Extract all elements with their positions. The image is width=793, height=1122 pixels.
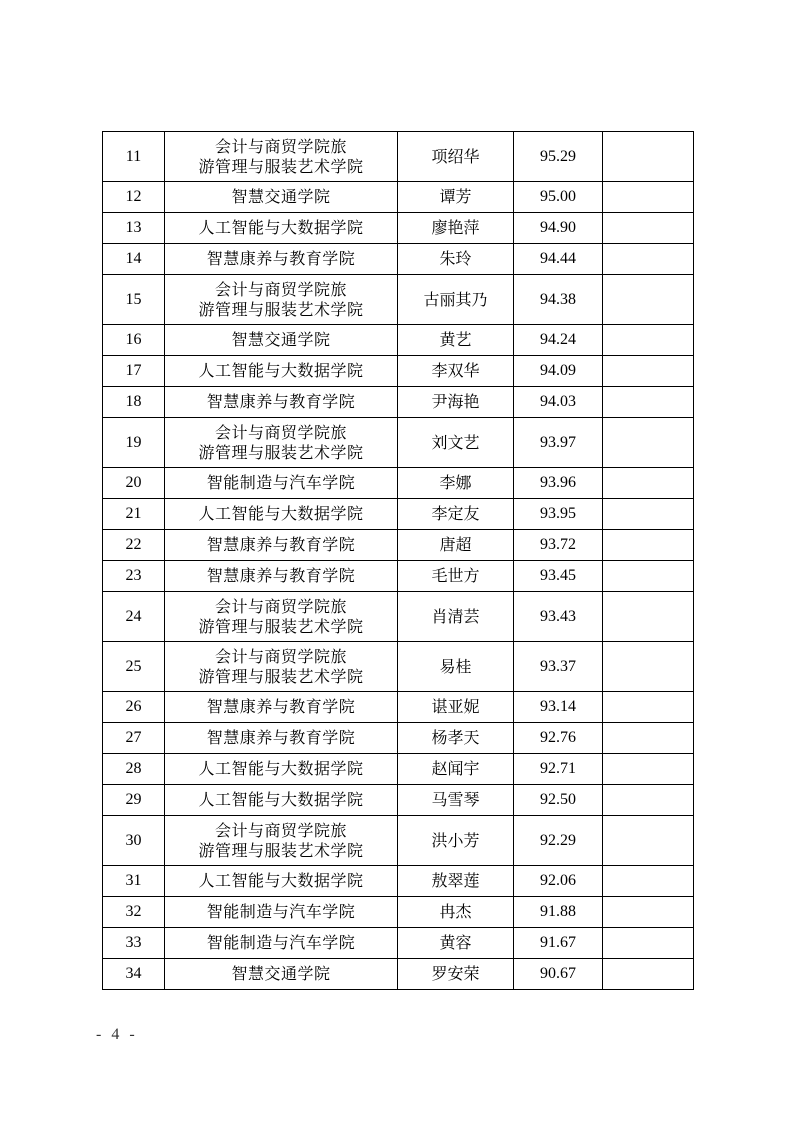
cell-name-text: 古丽其乃 — [423, 289, 488, 309]
cell-name-text: 李双华 — [431, 361, 480, 380]
cell-college-text: 会计与商贸学院旅 游管理与服装艺术学院 — [198, 596, 364, 636]
cell-note — [603, 387, 694, 418]
cell-number — [103, 418, 165, 468]
cell-number — [103, 182, 165, 213]
cell-college — [165, 387, 398, 418]
cell-score-text: 91.67 — [540, 934, 576, 951]
table-row — [103, 928, 694, 959]
cell-number-text: 14 — [125, 250, 142, 267]
cell-note — [603, 244, 694, 275]
table-row — [103, 356, 694, 387]
cell-college-text: 会计与商贸学院旅 游管理与服装艺术学院 — [198, 820, 364, 860]
cell-number — [103, 692, 165, 723]
cell-number — [103, 530, 165, 561]
cell-name — [398, 592, 514, 642]
cell-name — [398, 928, 514, 959]
cell-score-text: 92.50 — [540, 791, 576, 808]
cell-name-text: 冉杰 — [439, 902, 472, 921]
cell-note — [603, 692, 694, 723]
cell-college-text: 人工智能与大数据学院 — [198, 790, 364, 809]
table-row — [103, 723, 694, 754]
cell-college-text: 智慧康养与教育学院 — [206, 535, 356, 554]
table-row — [103, 530, 694, 561]
cell-note — [603, 592, 694, 642]
cell-note — [603, 959, 694, 990]
cell-score-text: 94.38 — [540, 290, 576, 308]
cell-name-text: 廖艳萍 — [431, 218, 480, 237]
cell-note — [603, 356, 694, 387]
cell-score — [514, 592, 603, 642]
cell-number — [103, 132, 165, 182]
cell-number — [103, 468, 165, 499]
table-row — [103, 816, 694, 866]
cell-note — [603, 897, 694, 928]
cell-number — [103, 244, 165, 275]
cell-number — [103, 928, 165, 959]
cell-number-text: 34 — [125, 965, 142, 982]
cell-number-text: 16 — [125, 331, 142, 348]
cell-number — [103, 499, 165, 530]
cell-college — [165, 959, 398, 990]
table-row — [103, 785, 694, 816]
cell-college — [165, 132, 398, 182]
cell-college-text: 智慧康养与教育学院 — [206, 728, 356, 747]
cell-college — [165, 275, 398, 325]
cell-college — [165, 530, 398, 561]
cell-score-text: 93.95 — [540, 505, 576, 522]
cell-name — [398, 959, 514, 990]
cell-number-text: 29 — [125, 791, 142, 808]
cell-college-text: 智慧交通学院 — [231, 964, 331, 983]
cell-college-text: 智慧交通学院 — [231, 330, 331, 349]
cell-number-text: 18 — [125, 393, 142, 410]
table-row — [103, 182, 694, 213]
table-row — [103, 387, 694, 418]
cell-score-text: 93.96 — [540, 474, 576, 491]
cell-score — [514, 132, 603, 182]
cell-name-text: 李定友 — [431, 504, 480, 523]
cell-name — [398, 692, 514, 723]
cell-college-text: 会计与商贸学院旅 游管理与服装艺术学院 — [198, 136, 364, 176]
cell-score-text: 93.97 — [540, 433, 576, 451]
cell-number-text: 33 — [125, 934, 142, 951]
cell-college-text: 人工智能与大数据学院 — [198, 361, 364, 380]
table-row — [103, 897, 694, 928]
cell-note — [603, 499, 694, 530]
cell-number — [103, 723, 165, 754]
cell-college-text: 智能制造与汽车学院 — [206, 933, 356, 952]
cell-college-text: 智慧康养与教育学院 — [206, 566, 356, 585]
cell-note — [603, 418, 694, 468]
cell-score-text: 95.29 — [540, 147, 576, 165]
cell-note — [603, 866, 694, 897]
cell-score-text: 94.44 — [540, 250, 576, 267]
cell-college — [165, 816, 398, 866]
cell-college-text: 人工智能与大数据学院 — [198, 759, 364, 778]
cell-score — [514, 816, 603, 866]
cell-name — [398, 866, 514, 897]
cell-college — [165, 692, 398, 723]
cell-number — [103, 785, 165, 816]
table-row — [103, 499, 694, 530]
cell-score-text: 94.03 — [540, 393, 576, 410]
cell-score — [514, 754, 603, 785]
cell-score-text: 93.45 — [540, 567, 576, 584]
cell-college — [165, 182, 398, 213]
cell-number-text: 19 — [125, 433, 142, 451]
cell-name-text: 尹海艳 — [431, 392, 480, 411]
cell-name-text: 李娜 — [439, 473, 472, 492]
cell-number — [103, 642, 165, 692]
cell-score-text: 93.43 — [540, 607, 576, 625]
cell-score-text: 93.37 — [540, 657, 576, 675]
cell-note — [603, 723, 694, 754]
cell-note — [603, 325, 694, 356]
cell-name-text: 易桂 — [439, 656, 472, 676]
cell-college — [165, 468, 398, 499]
cell-name — [398, 499, 514, 530]
cell-number — [103, 959, 165, 990]
cell-number-text: 26 — [125, 698, 142, 715]
table-row — [103, 468, 694, 499]
cell-college — [165, 785, 398, 816]
cell-name — [398, 897, 514, 928]
cell-name — [398, 418, 514, 468]
cell-score-text: 94.09 — [540, 362, 576, 379]
cell-college-text: 智慧康养与教育学院 — [206, 697, 356, 716]
cell-college-text: 人工智能与大数据学院 — [198, 218, 364, 237]
cell-note — [603, 468, 694, 499]
cell-college — [165, 866, 398, 897]
cell-name — [398, 530, 514, 561]
table-row — [103, 561, 694, 592]
cell-number — [103, 866, 165, 897]
cell-name — [398, 642, 514, 692]
cell-score-text: 92.76 — [540, 729, 576, 746]
cell-number-text: 25 — [125, 657, 142, 675]
cell-name-text: 黄艺 — [439, 330, 472, 349]
cell-score — [514, 561, 603, 592]
cell-name-text: 肖清芸 — [431, 606, 480, 626]
cell-score — [514, 182, 603, 213]
cell-score-text: 90.67 — [540, 965, 576, 982]
cell-number — [103, 816, 165, 866]
cell-score — [514, 418, 603, 468]
cell-college — [165, 592, 398, 642]
cell-number-text: 30 — [125, 831, 142, 849]
cell-number — [103, 592, 165, 642]
table-row — [103, 132, 694, 182]
cell-score — [514, 244, 603, 275]
cell-note — [603, 213, 694, 244]
cell-note — [603, 530, 694, 561]
cell-college-text: 智慧交通学院 — [231, 187, 331, 206]
cell-note — [603, 182, 694, 213]
table-row — [103, 275, 694, 325]
cell-name — [398, 754, 514, 785]
table-row — [103, 692, 694, 723]
cell-score-text: 92.71 — [540, 760, 576, 777]
cell-note — [603, 561, 694, 592]
cell-name-text: 朱玲 — [439, 249, 472, 268]
cell-name-text: 唐超 — [439, 535, 472, 554]
cell-score — [514, 692, 603, 723]
cell-number-text: 21 — [125, 505, 142, 522]
cell-number — [103, 561, 165, 592]
table-body — [103, 132, 694, 990]
table-row — [103, 213, 694, 244]
cell-name — [398, 561, 514, 592]
cell-college — [165, 356, 398, 387]
table-row — [103, 959, 694, 990]
cell-score — [514, 959, 603, 990]
cell-name-text: 洪小芳 — [431, 830, 480, 850]
cell-name-text: 谌亚妮 — [431, 697, 480, 716]
cell-note — [603, 785, 694, 816]
cell-note — [603, 754, 694, 785]
cell-number — [103, 897, 165, 928]
table-row — [103, 325, 694, 356]
score-table — [102, 131, 694, 990]
cell-name — [398, 182, 514, 213]
cell-name — [398, 244, 514, 275]
cell-college — [165, 418, 398, 468]
table-row — [103, 866, 694, 897]
cell-college — [165, 561, 398, 592]
cell-number-text: 11 — [125, 147, 142, 165]
cell-number-text: 12 — [125, 188, 142, 205]
cell-name-text: 谭芳 — [439, 187, 472, 206]
cell-college-text: 智慧康养与教育学院 — [206, 392, 356, 411]
cell-note — [603, 275, 694, 325]
cell-name-text: 敖翠莲 — [431, 871, 480, 890]
table-row — [103, 244, 694, 275]
cell-name-text: 项绍华 — [431, 146, 480, 166]
cell-score — [514, 325, 603, 356]
cell-college — [165, 897, 398, 928]
cell-score — [514, 356, 603, 387]
cell-number — [103, 754, 165, 785]
cell-note — [603, 642, 694, 692]
cell-score — [514, 213, 603, 244]
cell-college-text: 智能制造与汽车学院 — [206, 902, 356, 921]
cell-college — [165, 325, 398, 356]
cell-number — [103, 356, 165, 387]
cell-note — [603, 928, 694, 959]
cell-number-text: 15 — [125, 290, 142, 308]
cell-score — [514, 928, 603, 959]
cell-score-text: 94.90 — [540, 219, 576, 236]
cell-note — [603, 132, 694, 182]
cell-name-text: 马雪琴 — [431, 790, 480, 809]
table-row — [103, 418, 694, 468]
cell-name — [398, 785, 514, 816]
cell-number-text: 20 — [125, 474, 142, 491]
cell-college-text: 会计与商贸学院旅 游管理与服装艺术学院 — [198, 279, 364, 319]
cell-score — [514, 897, 603, 928]
page-number: - 4 - — [96, 1026, 138, 1043]
cell-college-text: 人工智能与大数据学院 — [198, 871, 364, 890]
cell-name — [398, 723, 514, 754]
cell-college — [165, 244, 398, 275]
cell-number-text: 13 — [125, 219, 142, 236]
cell-score — [514, 866, 603, 897]
cell-score — [514, 785, 603, 816]
cell-name-text: 杨孝天 — [431, 728, 480, 747]
cell-college — [165, 642, 398, 692]
cell-score-text: 93.72 — [540, 536, 576, 553]
cell-score-text: 93.14 — [540, 698, 576, 715]
cell-name — [398, 325, 514, 356]
cell-name — [398, 213, 514, 244]
cell-name-text: 罗安荣 — [431, 964, 480, 983]
cell-name — [398, 356, 514, 387]
cell-college — [165, 928, 398, 959]
cell-college-text: 会计与商贸学院旅 游管理与服装艺术学院 — [198, 422, 364, 462]
table-row — [103, 754, 694, 785]
cell-number — [103, 213, 165, 244]
cell-name-text: 毛世方 — [431, 566, 480, 585]
cell-number — [103, 387, 165, 418]
cell-college-text: 智能制造与汽车学院 — [206, 473, 356, 492]
cell-score — [514, 723, 603, 754]
cell-name-text: 刘文艺 — [431, 432, 480, 452]
cell-college — [165, 754, 398, 785]
cell-college-text: 人工智能与大数据学院 — [198, 504, 364, 523]
cell-number — [103, 325, 165, 356]
cell-score-text: 92.29 — [540, 831, 576, 849]
cell-score — [514, 499, 603, 530]
cell-college-text: 会计与商贸学院旅 游管理与服装艺术学院 — [198, 646, 364, 686]
table-row — [103, 592, 694, 642]
cell-score — [514, 642, 603, 692]
cell-number-text: 24 — [125, 607, 142, 625]
cell-score — [514, 387, 603, 418]
cell-number-text: 17 — [125, 362, 142, 379]
cell-name — [398, 132, 514, 182]
cell-name-text: 赵闻宇 — [431, 759, 480, 778]
cell-college — [165, 723, 398, 754]
cell-college-text: 智慧康养与教育学院 — [206, 249, 356, 268]
cell-number — [103, 275, 165, 325]
cell-name — [398, 816, 514, 866]
cell-score-text: 95.00 — [540, 188, 576, 205]
cell-score-text: 94.24 — [540, 331, 576, 348]
cell-number-text: 22 — [125, 536, 142, 553]
cell-score-text: 91.88 — [540, 903, 576, 920]
cell-college — [165, 499, 398, 530]
cell-score — [514, 468, 603, 499]
cell-name — [398, 275, 514, 325]
cell-number-text: 31 — [125, 872, 142, 889]
cell-name — [398, 387, 514, 418]
cell-number-text: 28 — [125, 760, 142, 777]
cell-number-text: 27 — [125, 729, 142, 746]
cell-name — [398, 468, 514, 499]
table-row — [103, 642, 694, 692]
cell-score — [514, 275, 603, 325]
cell-number-text: 23 — [125, 567, 142, 584]
cell-score — [514, 530, 603, 561]
cell-name-text: 黄容 — [439, 933, 472, 952]
cell-college — [165, 213, 398, 244]
cell-score-text: 92.06 — [540, 872, 576, 889]
cell-note — [603, 816, 694, 866]
cell-number-text: 32 — [125, 903, 142, 920]
